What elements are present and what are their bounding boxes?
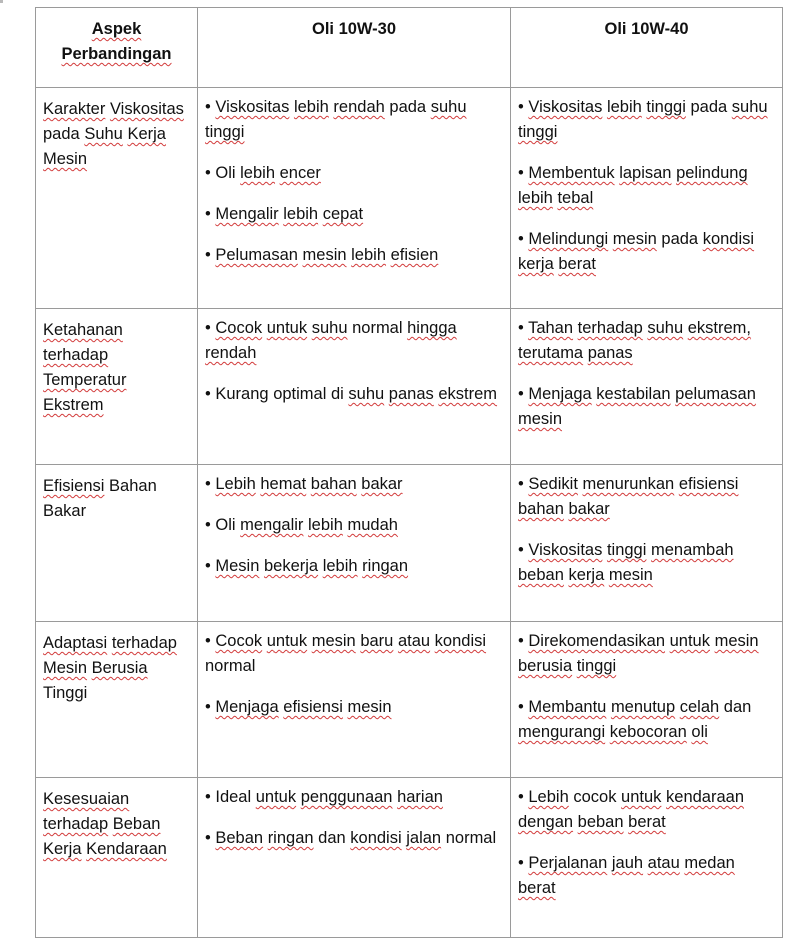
aspect-cell: Kesesuaian terhadap Beban Kerja Kendaraan [36, 778, 198, 938]
bullet-point: • Menjaga kestabilan pelumasan mesin [518, 385, 756, 428]
bullet-point: • Melindungi mesin pada kondisi kerja berat [518, 230, 755, 273]
oli-10w30-cell [198, 778, 511, 938]
bullet-point: • Kurang optimal di suhu panas ekstrem [205, 385, 498, 403]
header-oli-10w40: Oli 10W-40 [511, 8, 783, 88]
oli-10w40-cell [511, 309, 783, 465]
header-oli-10w30: Oli 10W-30 [198, 8, 511, 88]
table-row [36, 88, 783, 309]
bullet-point: • Mesin bekerja lebih ringan [205, 557, 409, 575]
table-row [36, 622, 783, 778]
bullet-point: • Oli mengalir lebih mudah [205, 516, 398, 534]
oli-10w40-cell [511, 778, 783, 938]
aspect-cell: Adaptasi terhadap Mesin Berusia Tinggi [36, 622, 198, 778]
oli-10w30-cell [198, 88, 511, 309]
bullet-point: • Sedikit menurunkan efisiensi bahan bakar [518, 475, 739, 518]
aspect-cell: Efisiensi Bahan Bakar [36, 465, 198, 622]
bullet-point: • Perjalanan jauh atau medan berat [518, 854, 735, 897]
bullet-point: • Membantu menutup celah dan mengurangi kebocoran oli [518, 698, 752, 741]
comparison-table [35, 7, 783, 938]
bullet-point: • Lebih hemat bahan bakar [205, 475, 403, 493]
oli-10w30-cell [198, 465, 511, 622]
table-row [36, 465, 783, 622]
oli-10w30-cell [198, 622, 511, 778]
bullet-point: • Viskositas tinggi menambah beban kerja mesin [518, 541, 734, 584]
aspect-cell: Karakter Viskositas pada Suhu Kerja Mesin [36, 88, 198, 309]
bullet-point: • Beban ringan dan kondisi jalan normal [205, 829, 497, 847]
bullet-point: • Cocok untuk mesin baru atau kondisi normal [205, 632, 487, 675]
bullet-point: • Tahan terhadap suhu ekstrem, terutama panas [518, 319, 752, 362]
bullet-point: • Lebih cocok untuk kendaraan dengan beban berat [518, 788, 744, 831]
aspect-cell: Ketahanan terhadap Temperatur Ekstrem [36, 309, 198, 465]
oli-10w40-cell [511, 88, 783, 309]
table-row [36, 309, 783, 465]
bullet-point: • Pelumasan mesin lebih efisien [205, 246, 439, 264]
oli-10w40-cell [511, 465, 783, 622]
bullet-point: • Membentuk lapisan pelindung lebih tebal [518, 164, 748, 207]
header-aspect: Aspek Perbandingan [36, 8, 198, 88]
bullet-point: • Viskositas lebih rendah pada suhu tinggi [205, 98, 467, 141]
table-row [36, 778, 783, 938]
bullet-point: • Oli lebih encer [205, 164, 321, 182]
bullet-point: • Viskositas lebih tinggi pada suhu tinggi [518, 98, 768, 141]
bullet-point: • Ideal untuk penggunaan harian [205, 788, 443, 806]
bullet-point: • Menjaga efisiensi mesin [205, 698, 392, 716]
corner-mark [0, 0, 3, 3]
bullet-point: • Mengalir lebih cepat [205, 205, 364, 223]
bullet-point: • Direkomendasikan untuk mesin berusia tinggi [518, 632, 759, 675]
bullet-point: • Cocok untuk suhu normal hingga rendah [205, 319, 457, 362]
table-header-row [36, 8, 783, 88]
oli-10w30-cell [198, 309, 511, 465]
oli-10w40-cell [511, 622, 783, 778]
